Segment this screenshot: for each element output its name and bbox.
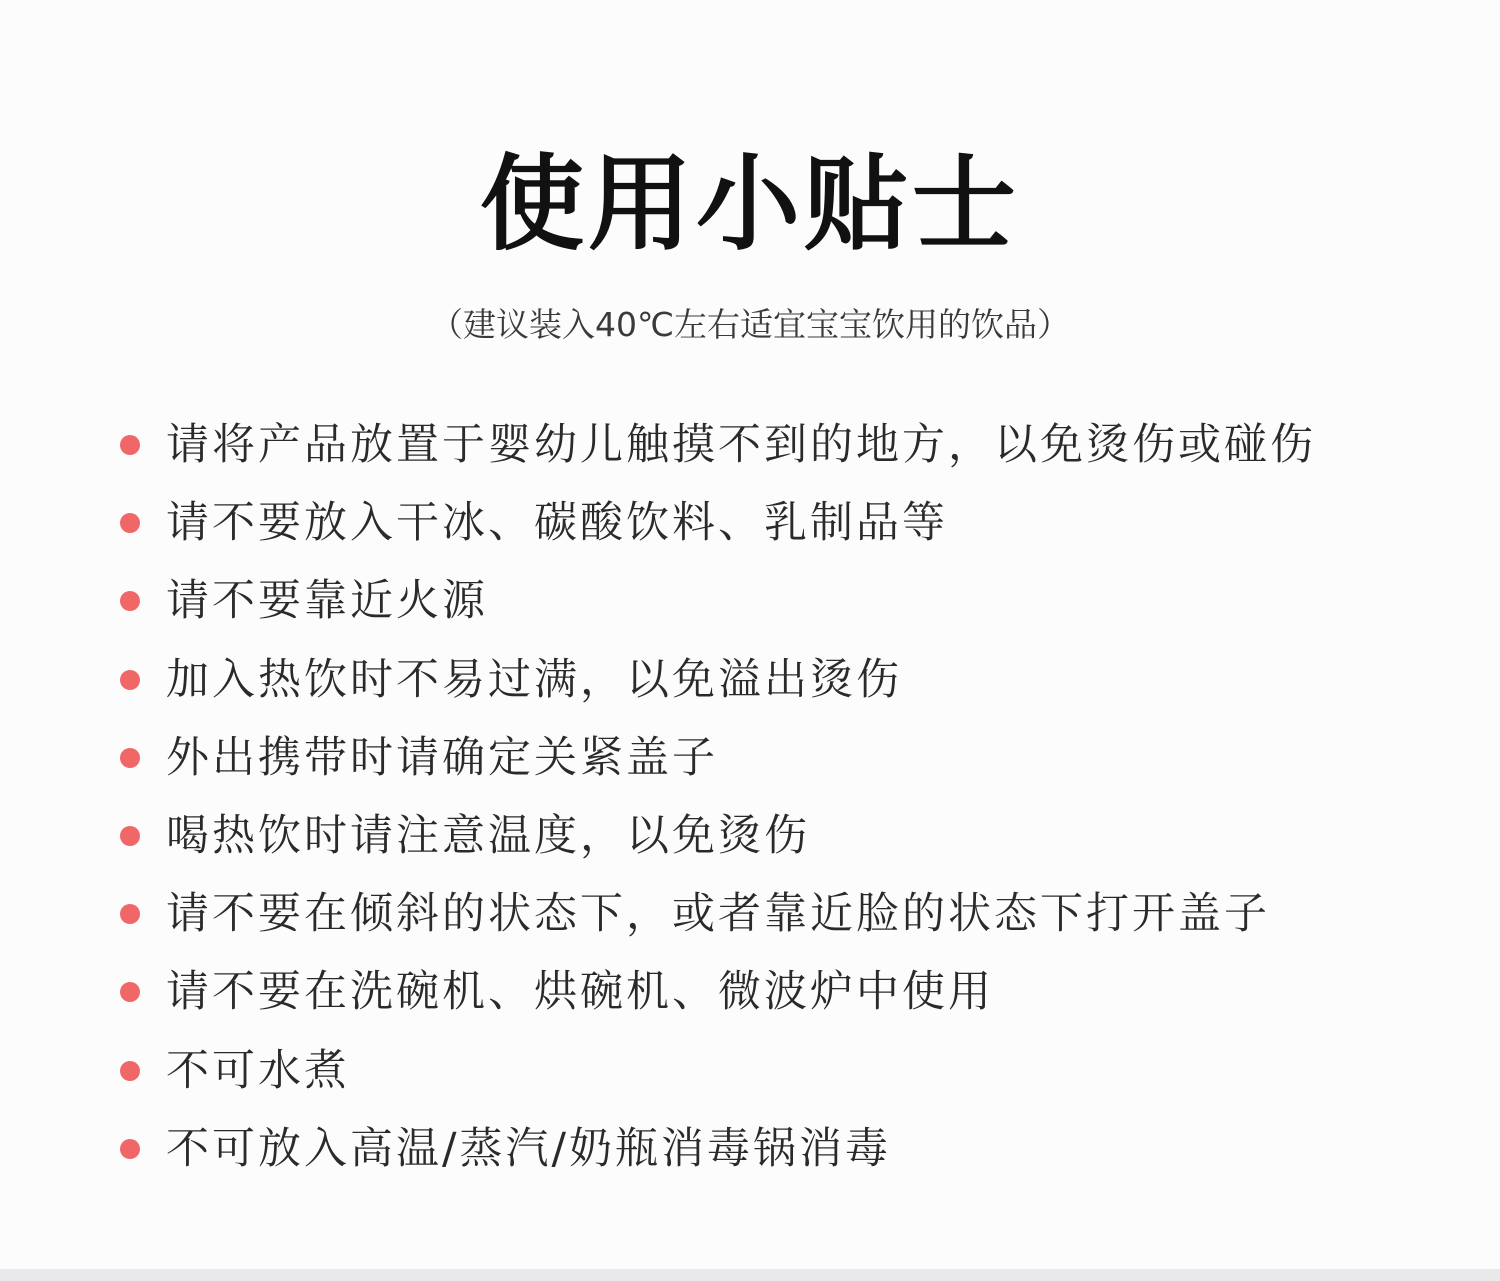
- page-subtitle: （建议装入40℃左右适宜宝宝饮用的饮品）: [429, 305, 1071, 344]
- tip-text: 请将产品放置于婴幼儿触摸不到的地方，以免烫伤或碰伤: [166, 420, 1316, 471]
- bullet-dot-icon: [120, 904, 140, 924]
- tips-list: [120, 406, 1460, 1188]
- bullet-dot-icon: [120, 1139, 140, 1159]
- bullet-dot-icon: [120, 670, 140, 690]
- list-item: [120, 797, 1460, 875]
- bullet-dot-icon: [120, 982, 140, 1002]
- bullet-dot-icon: [120, 748, 140, 768]
- bullet-dot-icon: [120, 826, 140, 846]
- page-title: 使用小贴士: [479, 143, 1020, 265]
- bullet-dot-icon: [120, 591, 140, 611]
- tip-text: 请不要在倾斜的状态下，或者靠近脸的状态下打开盖子: [166, 889, 1270, 940]
- tip-text: 请不要在洗碗机、烘碗机、微波炉中使用: [166, 967, 994, 1018]
- list-item: [120, 1032, 1460, 1110]
- list-item: [120, 406, 1460, 484]
- tip-text: 不可放入高温/蒸汽/奶瓶消毒锅消毒: [166, 1123, 891, 1174]
- tip-text: 加入热饮时不易过满，以免溢出烫伤: [166, 654, 902, 705]
- list-item: [120, 641, 1460, 719]
- bullet-dot-icon: [120, 435, 140, 455]
- list-item: [120, 875, 1460, 953]
- tip-text: 不可水煮: [166, 1045, 350, 1096]
- list-item: [120, 1110, 1460, 1188]
- bottom-divider: [0, 1269, 1500, 1281]
- bullet-dot-icon: [120, 513, 140, 533]
- tip-text: 外出携带时请确定关紧盖子: [166, 732, 718, 783]
- list-item: [120, 719, 1460, 797]
- list-item: [120, 562, 1460, 640]
- bullet-dot-icon: [120, 1061, 140, 1081]
- tip-text: 喝热饮时请注意温度，以免烫伤: [166, 811, 810, 862]
- tip-text: 请不要靠近火源: [166, 576, 488, 627]
- tip-text: 请不要放入干冰、碳酸饮料、乳制品等: [166, 498, 948, 549]
- list-item: [120, 953, 1460, 1031]
- list-item: [120, 484, 1460, 562]
